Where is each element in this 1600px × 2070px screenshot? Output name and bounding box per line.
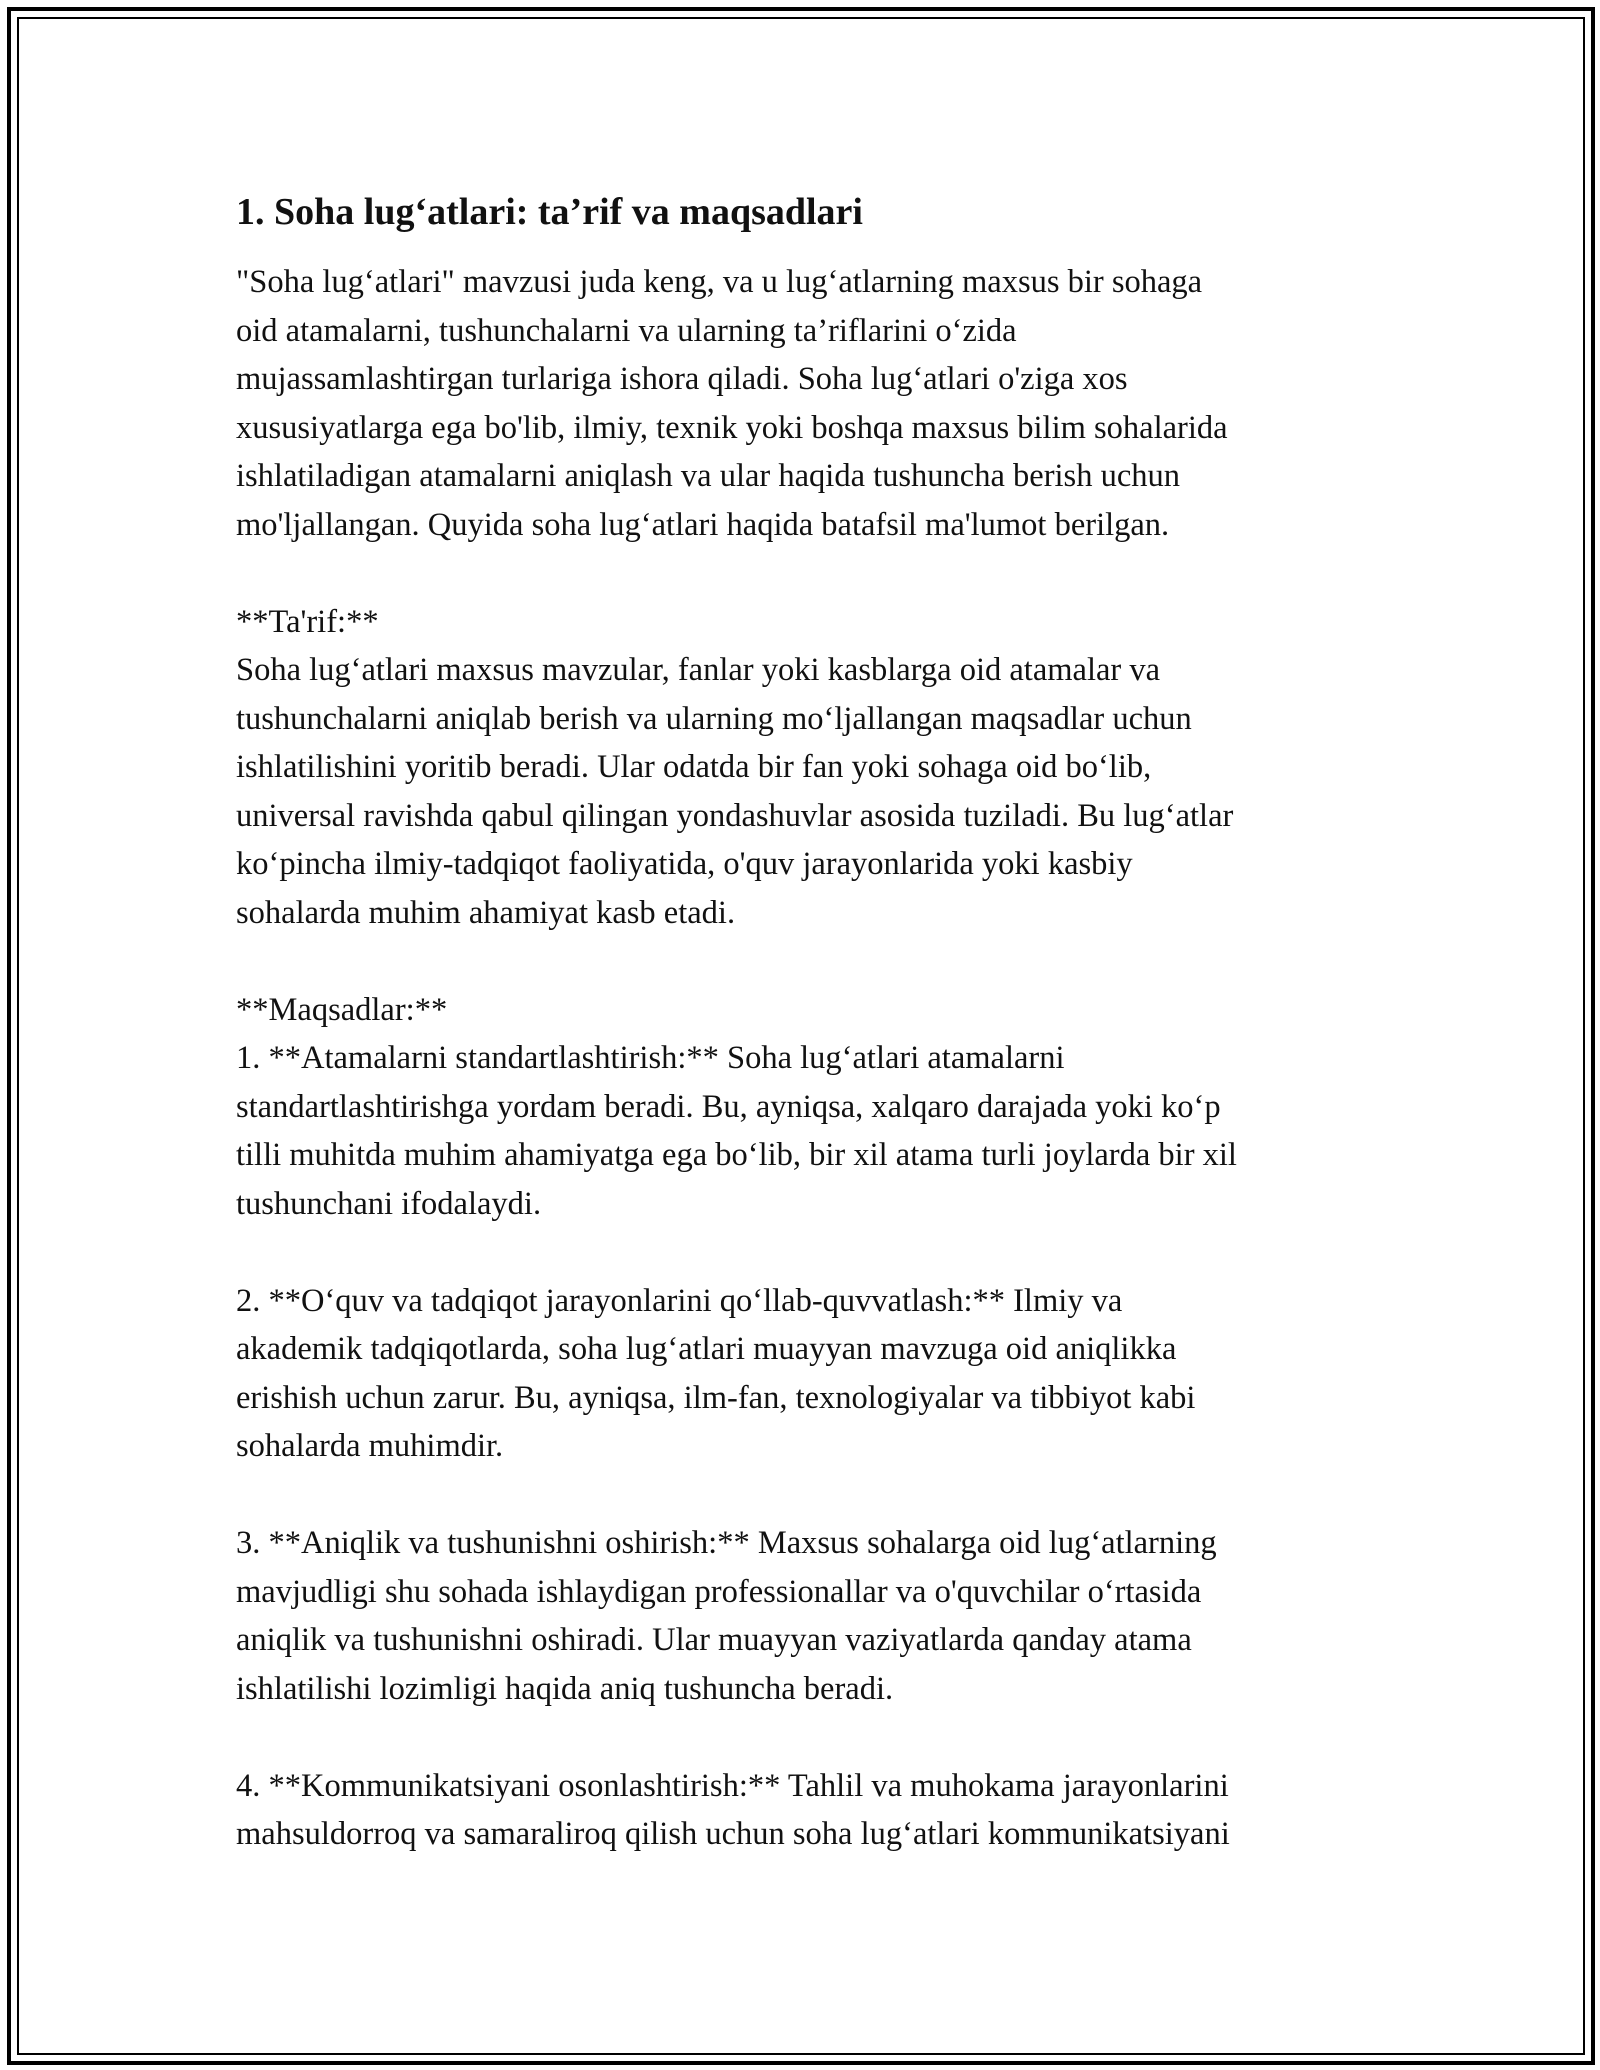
definition-heading: **Ta'rif:**	[236, 603, 379, 640]
paragraph-gap	[236, 549, 1386, 598]
paragraph-gap	[236, 937, 1386, 986]
document-title: 1. Soha lug‘atlari: ta’rif va maqsadlari	[236, 191, 863, 233]
paragraph-gap	[236, 1713, 1386, 1762]
goal-item-4: 4. **Kommunikatsiyani osonlashtirish:** Tahlil va muhokama jarayonlarini mahsuldorroq va samaraliroq qilish uchun soha lug‘atlari kommunikatsiyani	[236, 1767, 1230, 1852]
document-body	[236, 184, 1386, 1859]
intro-paragraph: "Soha lug‘atlari" mavzusi juda keng, va u lug‘atlarning maxsus bir sohaga oid atamalarni, tushunchalarni va ularning ta’riflarini o‘zida mujassamlashtirgan turlariga ishora qiladi. Soha lug‘atlari o'ziga xos xususiyatlarga ega bo'lib, ilmiy, texnik yoki boshqa maxsus bilim sohalarida ishlatiladigan atamalarni aniqlash va ular haqida tushuncha berish uchun mo'ljallangan. Quyida soha lug‘atlari haqida batafsil ma'lumot berilgan.	[236, 264, 1228, 543]
definition-paragraph: Soha lug‘atlari maxsus mavzular, fanlar yoki kasblarga oid atamalar va tushunchalarni aniqlab berish va ularning mo‘ljallangan maqsadlar uchun ishlatilishini yoritib beradi. Ular odatda bir fan yoki sohaga oid bo‘lib, universal ravishda qabul qilingan yondashuvlar asosida tuziladi. Bu lug‘atlar ko‘pincha ilmiy-tadqiqot faoliyatida, o'quv jarayonlarida yoki kasbiy sohalarda muhim ahamiyat kasb etadi.	[236, 652, 1234, 931]
goals-heading: **Maqsadlar:**	[236, 991, 448, 1028]
paragraph-gap	[236, 1228, 1386, 1277]
goal-item-3: 3. **Aniqlik va tushunishni oshirish:** Maxsus sohalarga oid lug‘atlarning mavjudligi shu sohada ishlaydigan professionallar va o'quvchilar o‘rtasida aniqlik va tushunishni oshiradi. Ular muayyan vaziyatlarda qanday atama ishlatilishi lozimligi haqida aniq tushuncha beradi.	[236, 1525, 1217, 1707]
goal-item-2: 2. **O‘quv va tadqiqot jarayonlarini qo‘llab-quvvatlash:** Ilmiy va akademik tadqiqotlarda, soha lug‘atlari muayyan mavzuga oid aniqlikka erishish uchun zarur. Bu, ayniqsa, ilm-fan, texnologiyalar va tibbiyot kabi sohalarda muhimdir.	[236, 1282, 1196, 1464]
paragraph-gap	[236, 1471, 1386, 1520]
goal-item-1: 1. **Atamalarni standartlashtirish:** Soha lug‘atlari atamalarni standartlashtirishga yordam beradi. Bu, ayniqsa, xalqaro darajada yoki ko‘p tilli muhitda muhim ahamiyatga ega bo‘lib, bir xil atama turli joylarda bir xil tushunchani ifodalaydi.	[236, 1040, 1237, 1222]
